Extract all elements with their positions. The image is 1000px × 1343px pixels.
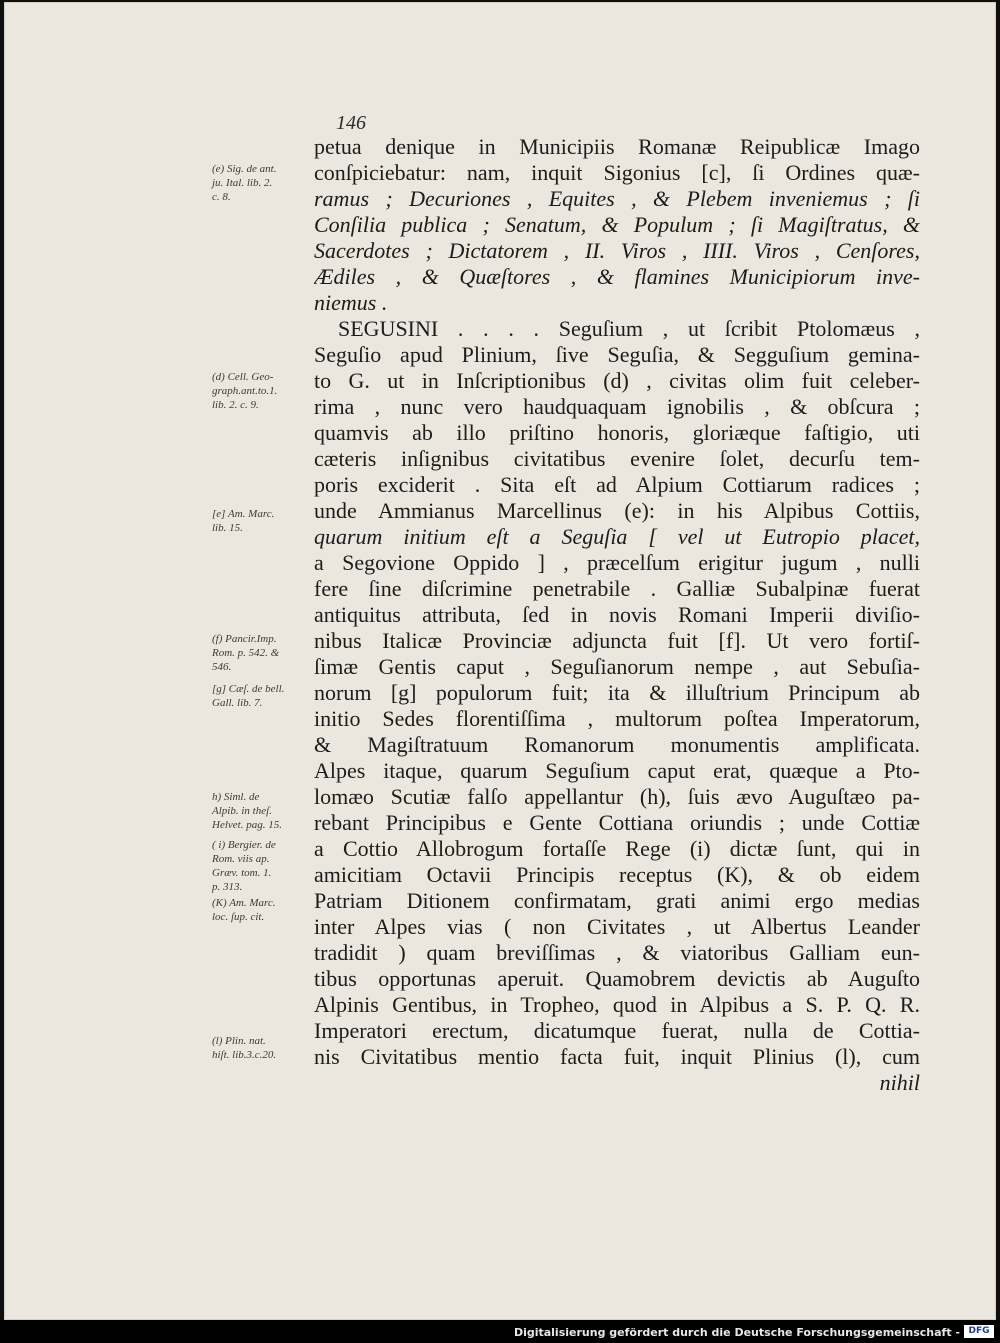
note-line: (f) Pancir.Imp. <box>212 633 277 645</box>
note-line: (l) Plin. nat. <box>212 1035 266 1047</box>
note-line: graph.ant.to.1. <box>212 385 278 397</box>
text-line: rebant Principibus e Gente Cottiana oriundis ; unde Cottiæ <box>314 810 920 835</box>
text-line: ſimæ Gentis caput , Seguſianorum nempe , aut Sebuſia- <box>314 654 920 679</box>
text-line: initio Sedes florentiſſima , multorum poſtea Imperatorum, <box>314 706 920 731</box>
text-line: & Magiſtratuum Romanorum monumentis amplificata. <box>314 732 920 757</box>
text-line: Conſilia publica ; Senatum, & Populum ; ſi Magiſtratus, & <box>314 212 920 237</box>
note-line: loc. ſup. cit. <box>212 911 265 923</box>
margin-note <box>212 896 316 924</box>
catchword: nihil <box>879 1070 920 1095</box>
note-line: Rom. p. 542. & <box>212 647 280 659</box>
text-line: SEGUSINI . . . . Seguſium , ut ſcribit Ptolomæus , <box>338 316 920 341</box>
text-line: fere ſine diſcrimine penetrabile . Galliæ Subalpinæ fuerat <box>314 576 920 601</box>
note-line: c. 8. <box>212 191 231 203</box>
note-line: lib. 15. <box>212 522 243 534</box>
text-line: nibus Italicæ Provinciæ adjuncta fuit [f]. Ut vero fortiſ- <box>314 628 920 653</box>
note-line: hiſt. lib.3.c.20. <box>212 1049 277 1061</box>
text-line: ramus ; Decuriones , Equites , & Plebem inveniemus ; ſi <box>314 186 920 211</box>
text-line: quarum initium eſt a Seguſia [ vel ut Eutropio placet, <box>314 524 920 549</box>
text-line: Patriam Ditionem confirmatam, grati animi ergo medias <box>314 888 920 913</box>
text-line: antiquitus attributa, ſed in novis Romani Imperii diviſio- <box>314 602 920 627</box>
text-line: norum [g] populorum fuit; ita & illuſtrium Principum ab <box>314 680 920 705</box>
note-line: (K) Am. Marc. <box>212 897 276 909</box>
text-line: lomæo Scutiæ falſo appellantur (h), ſuis ævo Auguſtæo pa- <box>314 784 920 809</box>
margin-note <box>212 632 316 674</box>
text-line: amicitiam Octavii Principis receptus (K), & ob eidem <box>314 862 920 887</box>
text-line: tradidit ) quam breviſſimas , & viatoribus Galliam eun- <box>314 940 920 965</box>
text-line: to G. ut in Inſcriptionibus (d) , civitas olim fuit celeber- <box>314 368 920 393</box>
text-line: inter Alpes vias ( non Civitates , ut Albertus Leander <box>314 914 920 939</box>
text-line: nis Civitatibus mentio facta fuit, inquit Plinius (l), cum <box>314 1044 920 1069</box>
text-line: poris exciderit . Sita eſt ad Alpium Cottiarum radices ; <box>314 472 920 497</box>
text-line: petua denique in Municipiis Romanæ Reipublicæ Imago <box>314 134 920 159</box>
text-line: unde Ammianus Marcellinus (e): in his Alpibus Cottiis, <box>314 498 920 523</box>
note-line: lib. 2. c. 9. <box>212 399 259 411</box>
text-line: quamvis ab illo priſtino honoris, gloriæque faſtigio, uti <box>314 420 920 445</box>
note-line: Alpib. in theſ. <box>212 805 272 817</box>
margin-note <box>212 682 316 710</box>
text-line: Alpinis Gentibus, in Tropheo, quod in Alpibus a S. P. Q. R. <box>314 992 920 1017</box>
note-line: ( i) Bergier. de <box>212 839 276 851</box>
note-line: (d) Cell. Geo- <box>212 371 274 383</box>
text-line: conſpiciebatur: nam, inquit Sigonius [c], ſi Ordines quæ- <box>314 160 920 185</box>
note-line: p. 313. <box>212 881 243 893</box>
text-line: Seguſio apud Plinium, ſive Seguſia, & Segguſium gemina- <box>314 342 920 367</box>
margin-note <box>212 162 316 204</box>
body-text <box>314 134 920 1096</box>
margin-note <box>212 838 316 894</box>
margin-note <box>212 370 316 412</box>
note-line: Rom. viis ap. <box>212 853 270 865</box>
text-line: Imperatori erectum, dicatumque fuerat, nulla de Cottia- <box>314 1018 920 1043</box>
note-line: Helvet. pag. 15. <box>212 819 282 831</box>
text-line: tibus opportunas aperuit. Quamobrem devictis ab Auguſto <box>314 966 920 991</box>
note-line: [e] Am. Marc. <box>212 508 275 520</box>
text-line: rima , nunc vero haudquaquam ignobilis , & obſcura ; <box>314 394 920 419</box>
text-line: Alpes itaque, quarum Seguſium caput erat, quæque a Pto- <box>314 758 920 783</box>
note-line: h) Siml. de <box>212 791 260 803</box>
note-line: Gall. lib. 7. <box>212 697 263 709</box>
text-line: a Segovione Oppido ] , præcelſum erigitur jugum , nulli <box>314 550 920 575</box>
footer-credit: Digitalisierung gefördert durch die Deutsche Forschungsgemeinschaft - <box>513 1326 960 1339</box>
note-line: [g] Cæſ. de bell. <box>212 683 285 695</box>
margin-note <box>212 1034 316 1062</box>
margin-note <box>212 507 316 535</box>
text-line: Sacerdotes ; Dictatorem , II. Viros , IIII. Viros , Cenſores, <box>314 238 920 263</box>
margin-note <box>212 790 316 832</box>
note-line: Græv. tom. 1. <box>212 867 272 879</box>
page-number: 146 <box>336 112 366 134</box>
note-line: ju. Ital. lib. 2. <box>212 177 273 189</box>
note-line: (e) Sig. de ant. <box>212 163 277 175</box>
text-line: a Cottio Allobrogum fortaſſe Rege (i) dictæ ſunt, qui in <box>314 836 920 861</box>
note-line: 546. <box>212 661 232 673</box>
text-line: niemus . <box>314 290 388 315</box>
dfg-logo-icon: DFG <box>964 1325 994 1338</box>
text-line: Ædiles , & Quæſtores , & flamines Municipiorum inve- <box>314 264 920 289</box>
text-line: cæteris inſignibus civitatibus evenire ſolet, decurſu tem- <box>314 446 920 471</box>
